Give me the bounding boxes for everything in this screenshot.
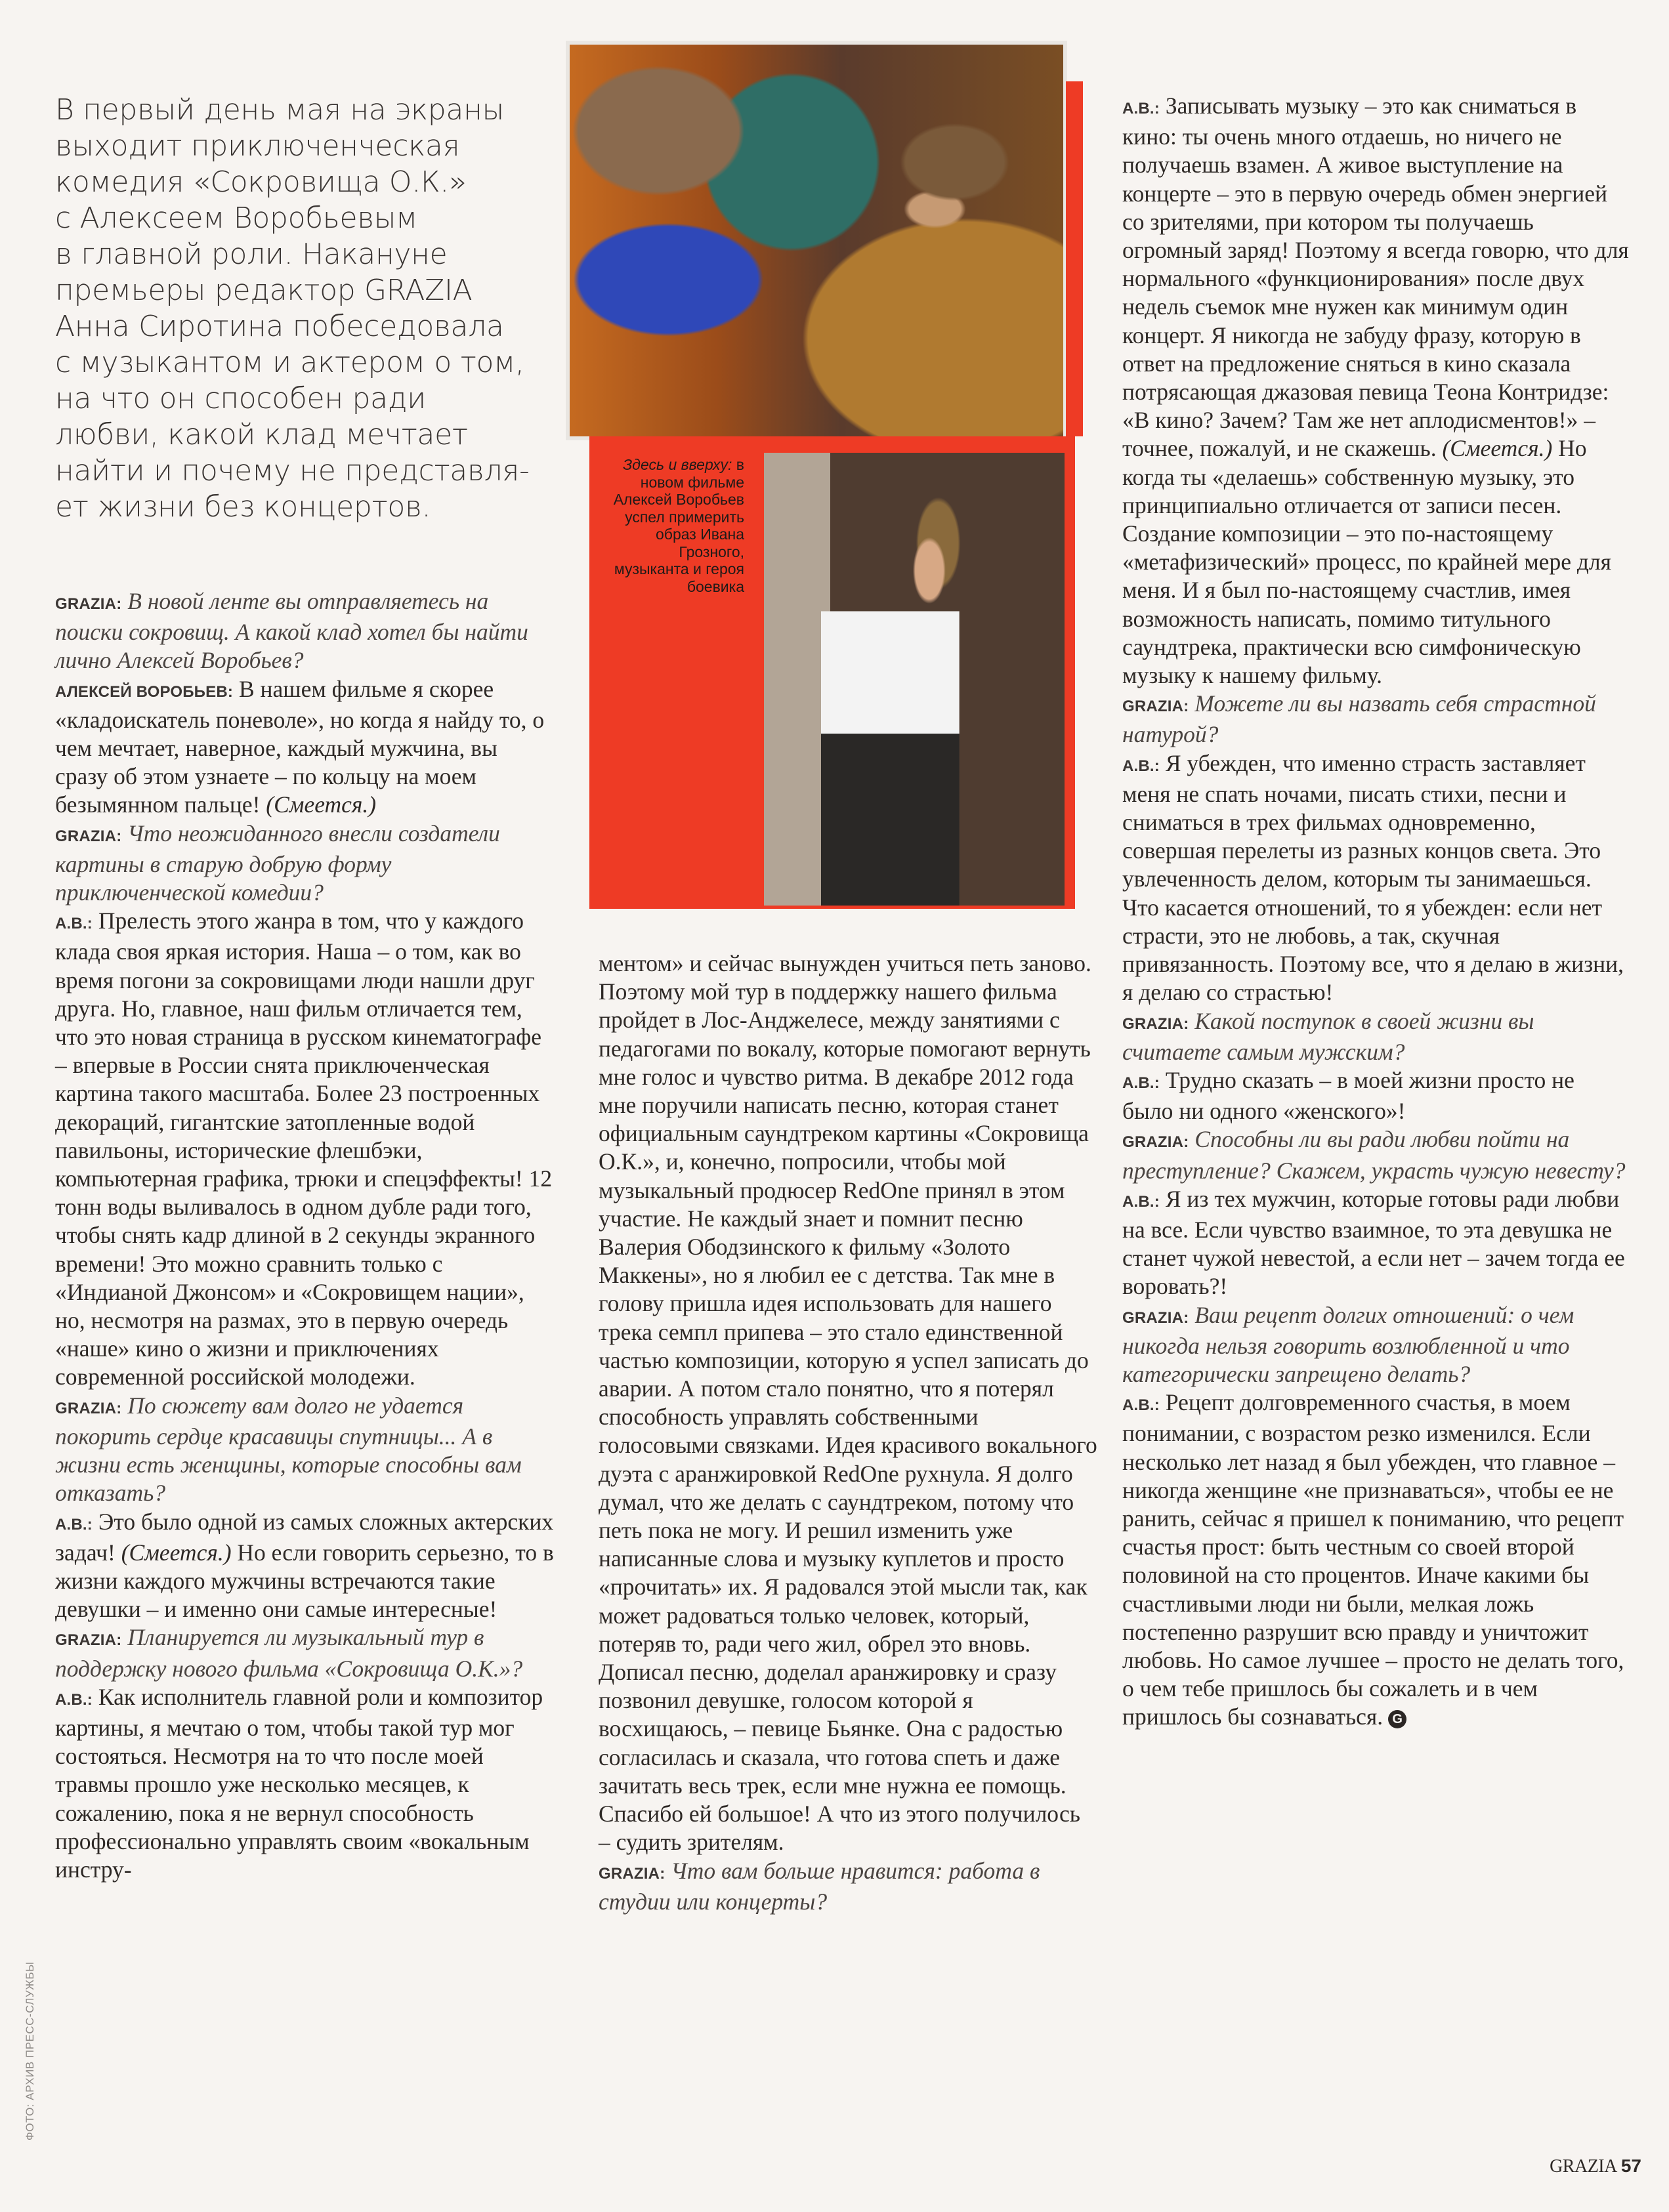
speaker-label: А.В.: [1122, 1192, 1160, 1211]
speaker-label: АЛЕКСЕЙ ВОРОБЬЕВ: [55, 682, 234, 701]
question [55, 1392, 554, 1508]
question-text: Что неожиданного внесли создатели картины в старую добрую форму приключенческой комедии? [55, 820, 500, 906]
film-still-ivan-the-terrible-photo [570, 45, 1063, 436]
answer-continued [599, 949, 1097, 1857]
speaker-label: GRAZIA: [55, 1399, 122, 1417]
lead-line: В первый день мая на экраны [55, 93, 504, 127]
photo-credit: ФОТО: АРХИВ ПРЕСС-СЛУЖБЫ [24, 1961, 36, 2140]
laugh-note: (Смеется.) [1442, 435, 1553, 462]
article-column-1 [55, 587, 554, 1884]
speaker-label: А.В.: [55, 1515, 93, 1534]
question-text: По сюжету вам долго не удается покорить сердце красавицы спутницы... А в жизни есть женщины, которые способны вам отказать? [55, 1392, 522, 1507]
answer-text: Это было одной из самых сложных актерских задач! [55, 1508, 554, 1566]
answer [1122, 92, 1631, 690]
speaker-label: А.В.: [1122, 100, 1160, 117]
answer-text: Но если говорить серьезно, то в жизни каждого мужчины встречаются такие девушки – и именно они самые интересные! [55, 1539, 554, 1623]
article-column-3 [1122, 92, 1631, 1732]
speaker-label: А.В.: [55, 1690, 93, 1709]
footer-brand: GRAZIA [1550, 2156, 1617, 2177]
question [55, 820, 554, 908]
answer [1122, 749, 1631, 1007]
actor-with-guns-photo [764, 453, 1065, 906]
speaker-label: GRAZIA: [55, 1631, 122, 1650]
caption-text: в новом фильме Алексей Воробьев успел примерить образ Ивана Грозного, музыканта и героя боевика [613, 456, 744, 595]
question-text: Можете ли вы назвать себя страстной натурой? [1122, 690, 1596, 748]
speaker-label: GRAZIA: [1122, 698, 1189, 716]
lead-line: ет жизни без концертов. [55, 490, 431, 524]
answer [55, 907, 554, 1391]
article-column-2 [599, 949, 1097, 1916]
question-text: В новой ленте вы отправляетесь на поиски сокровищ. А какой клад хотел бы найти лично Алексей Воробьев? [55, 588, 528, 674]
lead-line: Анна Сиротина побеседовала [55, 310, 504, 343]
answer [55, 1508, 554, 1624]
question [1122, 1125, 1631, 1184]
lead-line: выходит приключенческая [55, 129, 460, 163]
red-accent-strip [1066, 81, 1083, 436]
speaker-label: GRAZIA: [1122, 1014, 1189, 1033]
laugh-note: (Смеется.) [266, 791, 377, 818]
lead-line: на что он способен ради [55, 382, 426, 415]
grazia-end-mark-icon: G [1388, 1710, 1406, 1728]
photo-caption [604, 456, 744, 595]
answer-text: Прелесть этого жанра в том, что у каждого клада своя яркая история. Наша – о том, как во время погони за сокровищами люди нашли друг друга. Но, главное, наш фильм отличается тем, что это новая страница в русском кинематографе – впервые в России снята приключенческая картина такого масштаба. Более 23 построенных декораций, гигантские затопленные водой павильоны, исторические флешбэки, компьютерная графика, трюки и спецэффекты! 12 тонн воды выливалось в одном дубле ради того, чтобы снять кадр длиной в 2 секунды экранного времени! Это можно сравнить только с «Индианой Джонсом» и «Сокровищем нации», но, несмотря на размах, это в первую очередь «наше» кино о жизни и приключениях современной российской молодежи. [55, 908, 553, 1390]
lead-line: в главной роли. Накануне [55, 238, 448, 271]
speaker-label: GRAZIA: [55, 827, 122, 845]
question-text: Способны ли вы ради любви пойти на преступление? Скажем, украсть чужую невесту? [1122, 1126, 1626, 1184]
question [599, 1857, 1097, 1916]
lead-line: с Алексеем Воробьевым [55, 201, 417, 235]
speaker-label: GRAZIA: [599, 1864, 665, 1883]
speaker-label: А.В.: [1122, 1074, 1160, 1092]
speaker-label: GRAZIA: [1122, 1308, 1189, 1327]
speaker-label: А.В.: [1122, 757, 1160, 775]
question-text: Ваш рецепт долгих отношений: о чем никогда нельзя говорить возлюбленной и что категорически запрещено делать? [1122, 1301, 1574, 1387]
answer-text: Я убежден, что именно страсть заставляет меня не спать ночами, писать стихи, песни и сниматься в трех фильмах одновременно, совершая перелеты из разных концов света. Это увлеченность делом, которым ты занимаешься. Что касается отношений, то я убежден: если нет страсти, это не любовь, а так, скучная привязанность. Поэтому все, что я делаю в жизни, я делаю со страстью! [1122, 749, 1624, 1006]
answer [1122, 1388, 1631, 1731]
speaker-label: GRAZIA: [1122, 1133, 1189, 1152]
question [55, 587, 554, 675]
question-text: Что вам больше нравится: работа в студии или концерты? [599, 1857, 1040, 1915]
speaker-label: GRAZIA: [55, 595, 122, 613]
lead-paragraph [55, 92, 554, 525]
speaker-label: А.В.: [55, 915, 93, 933]
lead-line: комедия «Сокровища О.К.» [55, 165, 467, 199]
answer [55, 675, 554, 820]
answer [55, 1683, 554, 1884]
answer-text: Записывать музыку – это как сниматься в кино: ты очень много отдаешь, но ничего не получаешь взамен. А живое выступление на концерте – это в первую очередь обмен энергией со зрителями, при котором ты получаешь огромный заряд! Поэтому я всегда говорю, что для нормального «функционирования» после двух недель съемок мне нужен как минимум один концерт. Я никогда не забуду фразу, которую в ответ на предложение сняться в кино сказала потрясающая джазовая певица Теона Контридзе: «В кино? Зачем? Там же нет аплодисментов!» – точнее, пожалуй, и не скажешь. [1122, 93, 1629, 462]
answer-text: ментом» и сейчас вынужден учиться петь заново. Поэтому мой тур в поддержку нашего фильма пройдет в Лос-Анджелесе, между занятиями с педагогами по вокалу, которые помогают вернуть мне голос и чувство ритма. В декабре 2012 года мне поручили написать песню, которая станет официальным саундтреком картины «Сокровища О.К.», и, конечно, попросили, чтобы мой музыкальный продюсер RedOne принял в этом участие. Не каждый знает и помнит песню Валерия Ободзинского к фильму «Золото Маккены», но я любил ее с детства. Так мне в голову пришла идея использовать для нашего трека семпл припева – это стало единственной частью композиции, которую я успел записать до аварии. А потом стало понятно, что я потерял способность управлять собственными голосовыми связками. Идея красивого вокального дуэта с аранжировкой RedOne рухнула. Я долго думал, что же делать с саундтреком, потому что петь пока не могу. И решил изменить уже написанные слова и музыку куплетов и просто «прочитать» их. Я радовался этой мысли так, как может радоваться только человек, который, потеряв то, ради чего жил, обрел это вновь. Дописал песню, доделал аранжировку и сразу позвонил девушке, голосом которой я восхищаюсь, – певице Бьянке. Она с радостью согласилась и сказала, что готова спеть и даже зачитать весь трек, если мне нужна ее помощь. Спасибо ей большое! А что из этого получилось – судить зрителям. [599, 950, 1097, 1856]
question [1122, 1301, 1631, 1389]
page-footer [1550, 2156, 1641, 2177]
question [1122, 1007, 1631, 1066]
answer-text: В нашем фильме я скорее «кладоискатель поневоле», но когда я найду то, о чем мечтает, наверное, каждый мужчина, вы сразу об этом узнаете – по кольцу на моем безымянном пальце! [55, 675, 545, 818]
answer-text: Рецепт долговременного счастья, в моем понимании, с возрастом резко изменился. Если несколько лет назад я был убежден, что главное – никогда женщине «не признаваться», чтобы ее не ранить, сейчас я пришел к пониманию, что рецепт счастья прост: быть честным со своей второй половиной на сто процентов. Иначе какими бы счастливыми люди ни были, мелкая ложь постепенно разрушит всю правду и уничтожит любовь. Но самое лучшее – просто не делать того, о чем тебе пришлось бы сожалеть и в чем пришлось бы сознаваться. [1122, 1389, 1624, 1730]
lead-line: найти и почему не представля- [55, 454, 530, 488]
laugh-note: (Смеется.) [121, 1539, 232, 1566]
answer-text: Трудно сказать – в моей жизни просто не было ни одного «женского»! [1122, 1066, 1574, 1125]
speaker-label: А.В.: [1122, 1396, 1160, 1415]
question [55, 1623, 554, 1682]
page-number: 57 [1620, 2156, 1641, 2176]
question-text: Какой поступок в своей жизни вы считаете самым мужским? [1122, 1007, 1534, 1065]
lead-line: с музыкантом и актером о том, [55, 346, 524, 379]
answer-text: Но когда ты «делаешь» собственную музыку, это принципиально отличается от записи песен. Создание композиции – это по-настоящему «метафизический» процесс, по крайней мере для меня. И я был по-настоящему счастлив, имея возможность написать, помимо титульного саундтрека, практически всю симфоническую музыку к нашему фильму. [1122, 435, 1611, 689]
lead-line: премьеры редактор GRAZIA [55, 274, 473, 307]
answer-text: Как исполнитель главной роли и композитор картины, я мечтаю о том, чтобы такой тур мог состояться. Несмотря на то что после моей травмы прошло уже несколько месяцев, к сожалению, пока я не вернул способность профессионально управлять своим «вокальным инстру- [55, 1683, 543, 1883]
answer [1122, 1066, 1631, 1125]
answer [1122, 1185, 1631, 1301]
question-text: Планируется ли музыкальный тур в поддержку нового фильма «Сокровища О.К.»? [55, 1624, 523, 1682]
caption-lead: Здесь и вверху: [623, 456, 732, 473]
question [1122, 690, 1631, 749]
answer-text: Я из тех мужчин, которые готовы ради любви на все. Если чувство взаимное, то эта девушка не станет чужой невестой, а если нет – зачем тогда ее воровать?! [1122, 1185, 1625, 1300]
lead-line: любви, какой клад мечтает [55, 418, 468, 451]
